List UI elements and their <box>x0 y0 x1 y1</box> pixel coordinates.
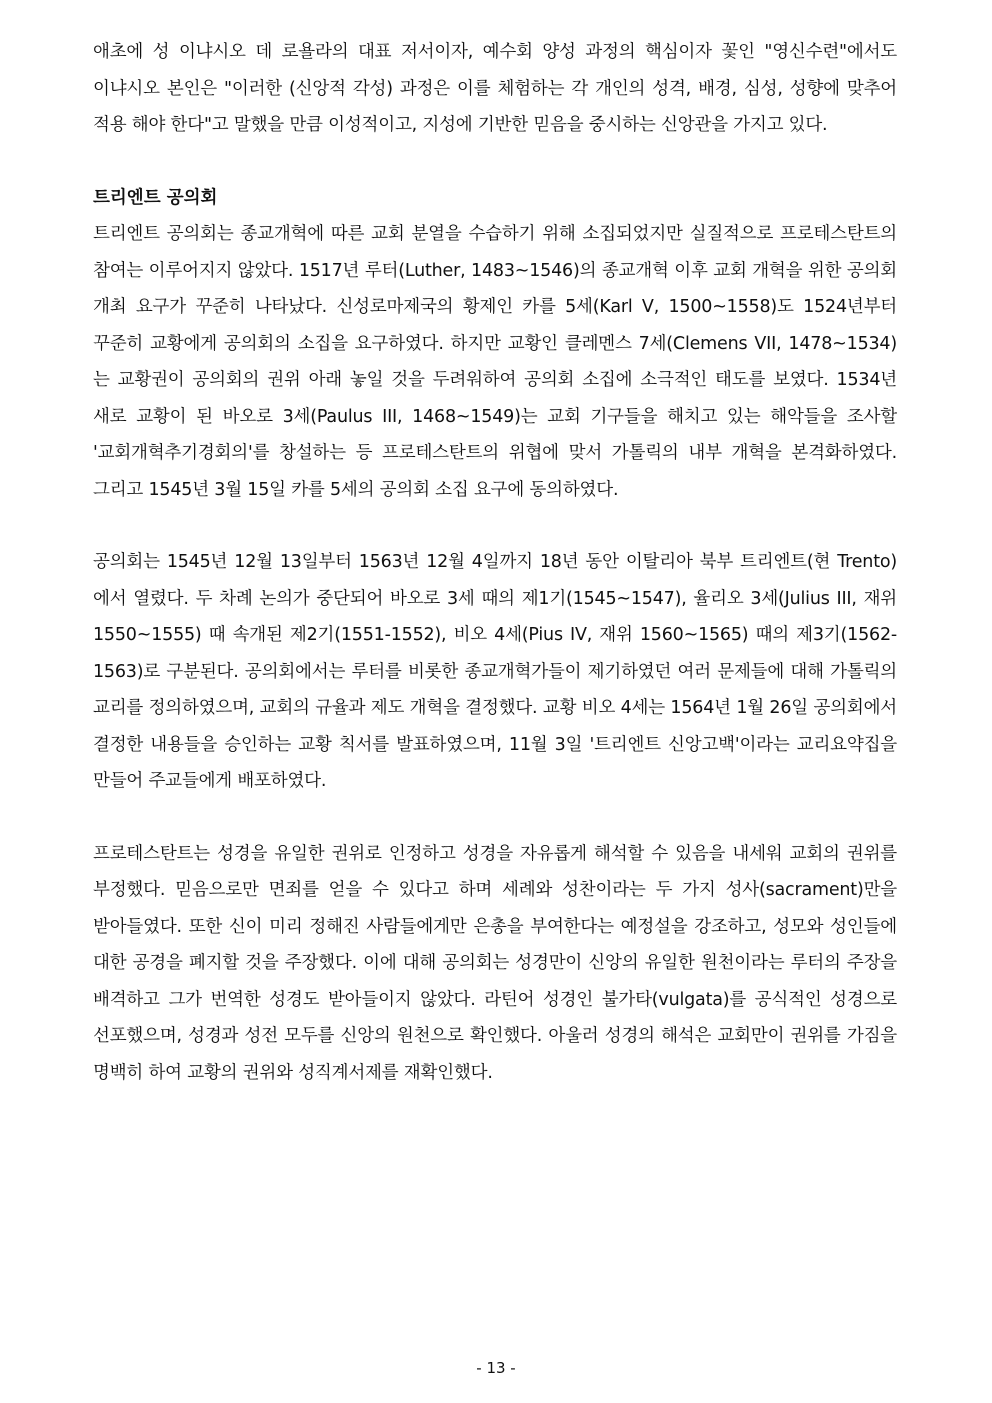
body-paragraph-3: 프로테스탄트는 성경을 유일한 권위로 인정하고 성경을 자유롭게 해석할 수 있음을 내세워 교회의 권위를 부정했다. 믿음으로만 면죄를 얻을 수 있다고 하며 세례와 성찬이라는 두 가지 성사(sacrament)만을 받아들였다. 또한 신이 미리 정해진 사람들에게만 은총을 부여한다는 예정설을 강조하고, 성모와 성인들에 대한 공경을 폐지할 것을 주장했다. 이에 대해 공의회는 성경만이 신앙의 유일한 원천이라는 루터의 주장을 배격하고 그가 번역한 성경도 받아들이지 않았다. 라틴어 성경인 불가타(vulgata)를 공식적인 성경으로 선포했으며, 성경과 성전 모두를 신앙의 원천으로 확인했다. 아울러 성경의 해석은 교회만이 권위를 가짐을 명백히 하여 교황의 권위와 성직계서제를 재확인했다. <box>93 843 897 1083</box>
paragraph-gap <box>93 508 897 544</box>
body-paragraph-1: 트리엔트 공의회는 종교개혁에 따른 교회 분열을 수습하기 위해 소집되었지만 실질적으로 프로테스탄트의 참여는 이루어지지 않았다. 1517년 루터(Luther, 1483~1546)의 종교개혁 이후 교회 개혁을 위한 공의회 개최 요구가 꾸준히 나타났다. 신성로마제국의 황제인 카를 5세(Karl V, 1500~1558)도 1524년부터 꾸준히 교황에게 공의회의 소집을 요구하였다. 하지만 교황인 클레멘스 7세(Clemens VII, 1478~1534)는 교황권이 공의회의 권위 아래 놓일 것을 두려워하여 공의회 소집에 소극적인 태도를 보였다. 1534년 새로 교황이 된 바오로 3세(Paulus III, 1468~1549)는 교회 기구들을 해치고 있는 해악들을 조사할 '교회개혁추기경회의'를 창설하는 등 프로테스탄트의 위협에 맞서 가톨릭의 내부 개혁을 본격화하였다. 그리고 1545년 3월 15일 카를 5세의 공의회 소집 요구에 동의하였다. <box>93 224 897 500</box>
paragraph-gap <box>93 800 897 836</box>
intro-paragraph: 애초에 성 이냐시오 데 로욜라의 대표 저서이자, 예수회 양성 과정의 핵심이자 꽃인 "영신수련"에서도 이냐시오 본인은 "이러한 (신앙적 각성) 과정은 이를 체험하는 각 개인의 성격, 배경, 심성, 성향에 맞추어 적용 해야 한다"고 말했을 만큼 이성적이고, 지성에 기반한 믿음을 중시하는 신앙관을 가지고 있다. <box>93 42 897 135</box>
section-heading: 트리엔트 공의회 <box>93 187 218 208</box>
body-paragraph-2: 공의회는 1545년 12월 13일부터 1563년 12월 4일까지 18년 동안 이탈리아 북부 트리엔트(현 Trento)에서 열렸다. 두 차례 논의가 중단되어 바오로 3세 때의 제1기(1545~1547), 율리오 3세(Julius III, 재위 1550~1555) 때 속개된 제2기(1551-1552), 비오 4세(Pius IV, 재위 1560~1565) 때의 제3기(1562-1563)로 구분된다. 공의회에서는 루터를 비롯한 종교개혁가들이 제기하였던 여러 문제들에 대해 가톨릭의 교리를 정의하였으며, 교회의 규율과 제도 개혁을 결정했다. 교황 비오 4세는 1564년 1월 26일 공의회에서 결정한 내용들을 승인하는 교황 칙서를 발표하였으며, 11월 3일 '트리엔트 신앙고백'이라는 교리요약집을 만들어 주교들에게 배포하였다. <box>93 552 897 791</box>
document-page <box>93 34 897 1091</box>
page-number: - 13 - <box>476 1359 516 1377</box>
paragraph-gap <box>93 144 897 180</box>
